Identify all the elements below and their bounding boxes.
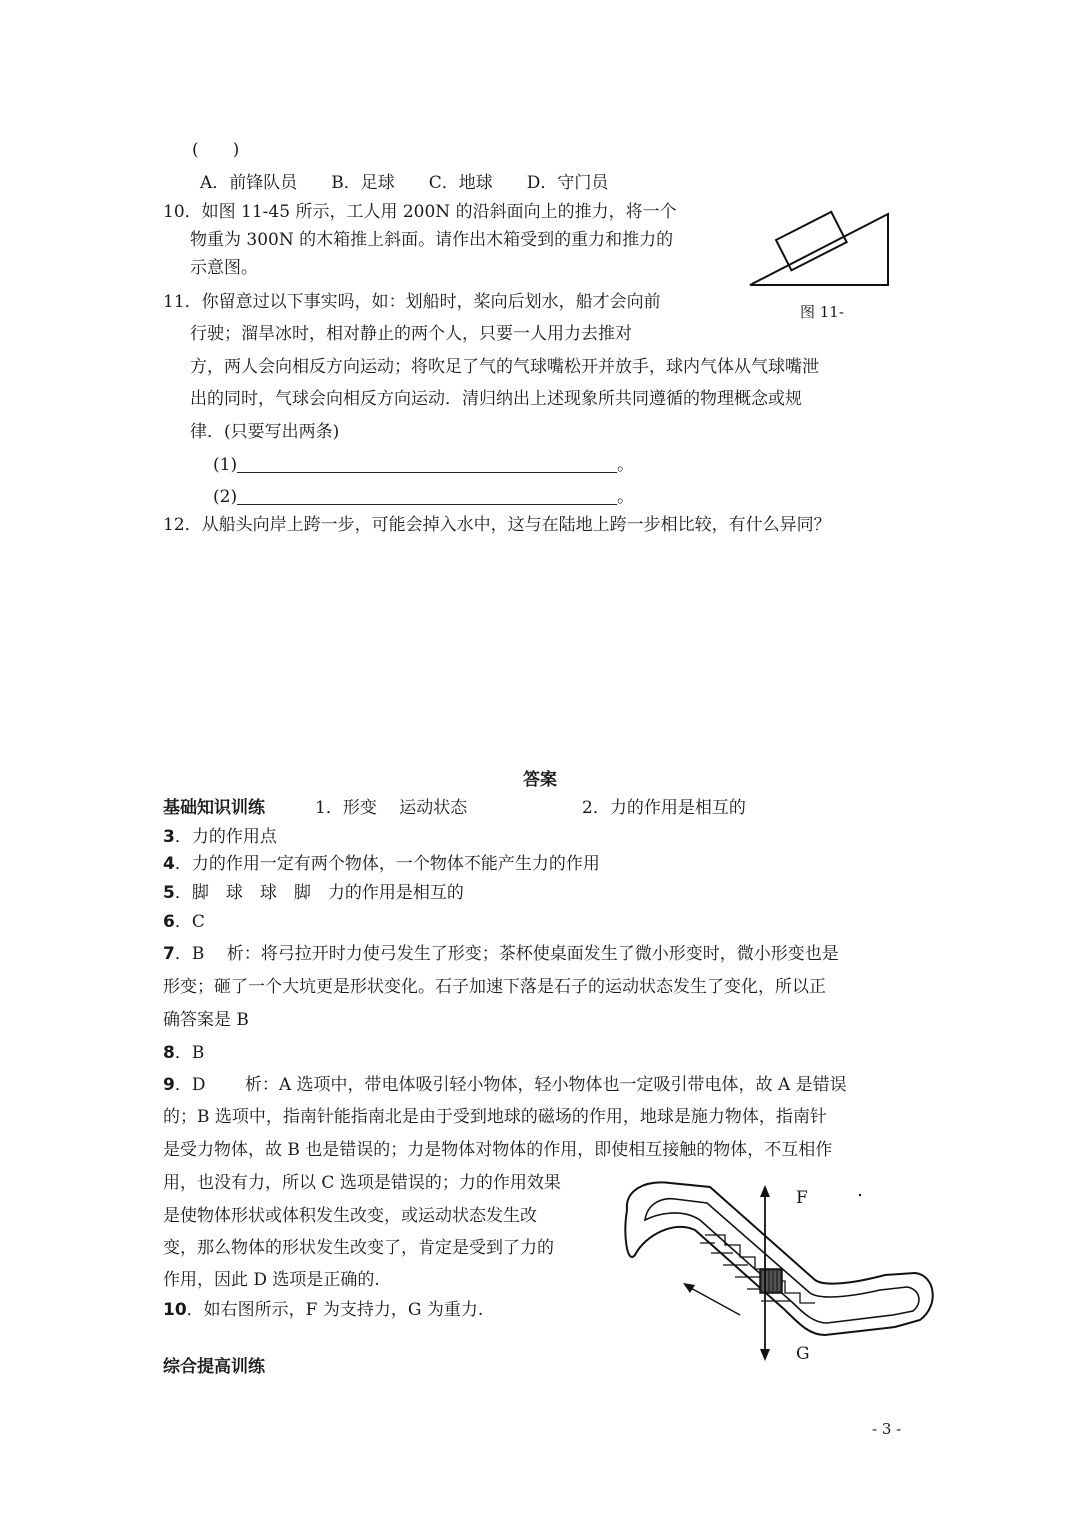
answer-5 bbox=[163, 881, 464, 905]
q11-line2: 行驶；溜旱冰时，相对静止的两个人，只要一人用力去推对 bbox=[190, 324, 632, 344]
answer-4-text: ．力的作用一定有两个物体，一个物体不能产生力的作用 bbox=[174, 854, 600, 874]
answer-4-num: 4 bbox=[163, 854, 175, 874]
q11-line5: 律．(只要写出两条) bbox=[190, 422, 340, 442]
q11-line4: 出的同时，气球会向相反方向运动．清归纳出上述现象所共同遵循的物理概念或规 bbox=[190, 389, 802, 409]
q11-line3: 方，两人会向相反方向运动；将吹足了气的气球嘴松开并放手，球内气体从气球嘴泄 bbox=[190, 357, 819, 377]
answer-5-text: ．脚 球 球 脚 力的作用是相互的 bbox=[174, 883, 464, 903]
q10-line1: 10．如图 11-45 所示，工人用 200N 的沿斜面向上的推力，将一个 bbox=[163, 202, 677, 222]
answer-2: 2．力的作用是相互的 bbox=[582, 798, 746, 818]
answer-10 bbox=[163, 1298, 483, 1322]
answer-9-line2: 的；B 选项中，指南针能指南北是由于受到地球的磁场的作用，地球是施力物体，指南针 bbox=[163, 1107, 827, 1127]
q9-paren: ( ) bbox=[192, 140, 240, 160]
answer-3-text: ．力的作用点 bbox=[174, 827, 277, 847]
answer-3-num: 3 bbox=[163, 827, 175, 847]
answer-7-line3: 确答案是 B bbox=[163, 1010, 249, 1030]
answer-5-num: 5 bbox=[163, 883, 175, 903]
q11-blank2-end: 。 bbox=[617, 487, 635, 507]
q11-answer-2 bbox=[213, 485, 634, 509]
answer-1: 1．形变 运动状态 bbox=[315, 798, 468, 818]
section-basic-title: 基础知识训练 bbox=[163, 798, 265, 818]
answer-9-line6: 变，那么物体的形状发生改变了，肯定是受到了力的 bbox=[163, 1238, 554, 1258]
answer-9-line1 bbox=[163, 1073, 847, 1097]
q11-blank1-end: 。 bbox=[617, 455, 635, 475]
answer-8 bbox=[163, 1041, 204, 1065]
answer-7-line1 bbox=[163, 942, 839, 966]
q11-blank2-line bbox=[237, 486, 617, 505]
answer-10-num: 10 bbox=[163, 1300, 187, 1320]
q11-blank2-label: (2) bbox=[213, 487, 238, 507]
q10-fig-caption: 图 11- bbox=[800, 303, 844, 321]
answer-7-line2: 形变；砸了一个大坑更是形状变化。石子加速下落是石子的运动状态发生了变化，所以正 bbox=[163, 977, 826, 997]
answer-7-text: ．B 析：将弓拉开时力使弓发生了形变；茶杯使桌面发生了微小形变时，微小形变也是 bbox=[174, 944, 839, 964]
answer-9-line4: 用，也没有力，所以 C 选项是错误的；力的作用效果 bbox=[163, 1173, 561, 1193]
q9-options: A．前锋队员 B．足球 C．地球 D．守门员 bbox=[200, 173, 609, 193]
q10-line2: 物重为 300N 的木箱推上斜面。请作出木箱受到的重力和推力的 bbox=[190, 230, 674, 250]
answer-6-num: 6 bbox=[163, 912, 175, 932]
answer-6 bbox=[163, 910, 205, 934]
answer-9-text: ．D 析：A 选项中，带电体吸引轻小物体，轻小物体也一定吸引带电体，故 A 是错误 bbox=[174, 1075, 847, 1095]
answer-8-text: ．B bbox=[174, 1043, 205, 1063]
section-advanced-title: 综合提高训练 bbox=[163, 1357, 265, 1377]
slope-figure bbox=[738, 200, 918, 300]
answers-title: 答案 bbox=[523, 770, 557, 790]
answer-9-line5: 是使物体形状或体积发生改变，或运动状态发生改 bbox=[163, 1206, 537, 1226]
page-number: - 3 - bbox=[872, 1420, 902, 1438]
q11-blank1-label: (1) bbox=[213, 455, 238, 475]
q11-blank1-line bbox=[237, 454, 617, 473]
answer-3 bbox=[163, 825, 277, 849]
answer-10-text: ．如右图所示，F 为支持力，G 为重力. bbox=[186, 1300, 484, 1320]
q10-line3: 示意图。 bbox=[190, 258, 258, 278]
escalator-label-F: F bbox=[796, 1188, 808, 1208]
answer-7-num: 7 bbox=[163, 944, 175, 964]
q11-line1: 11．你留意过以下事实吗，如：划船时，桨向后划水，船才会向前 bbox=[163, 292, 661, 312]
q12-line1: 12．从船头向岸上跨一步，可能会掉入水中，这与在陆地上跨一步相比较，有什么异同？ bbox=[163, 515, 831, 535]
answer-9-line3: 是受力物体，故 B 也是错误的；力是物体对物体的作用，即使相互接触的物体，不互相作 bbox=[163, 1140, 833, 1160]
answer-9-line7: 作用，因此 D 选项是正确的. bbox=[163, 1270, 380, 1290]
q11-answer-1 bbox=[213, 453, 634, 477]
escalator-label-G: G bbox=[796, 1344, 810, 1364]
escalator-figure bbox=[615, 1175, 945, 1365]
answer-6-text: ．C bbox=[174, 912, 205, 932]
answer-9-num: 9 bbox=[163, 1075, 175, 1095]
answer-4 bbox=[163, 852, 600, 876]
answer-8-num: 8 bbox=[163, 1043, 175, 1063]
